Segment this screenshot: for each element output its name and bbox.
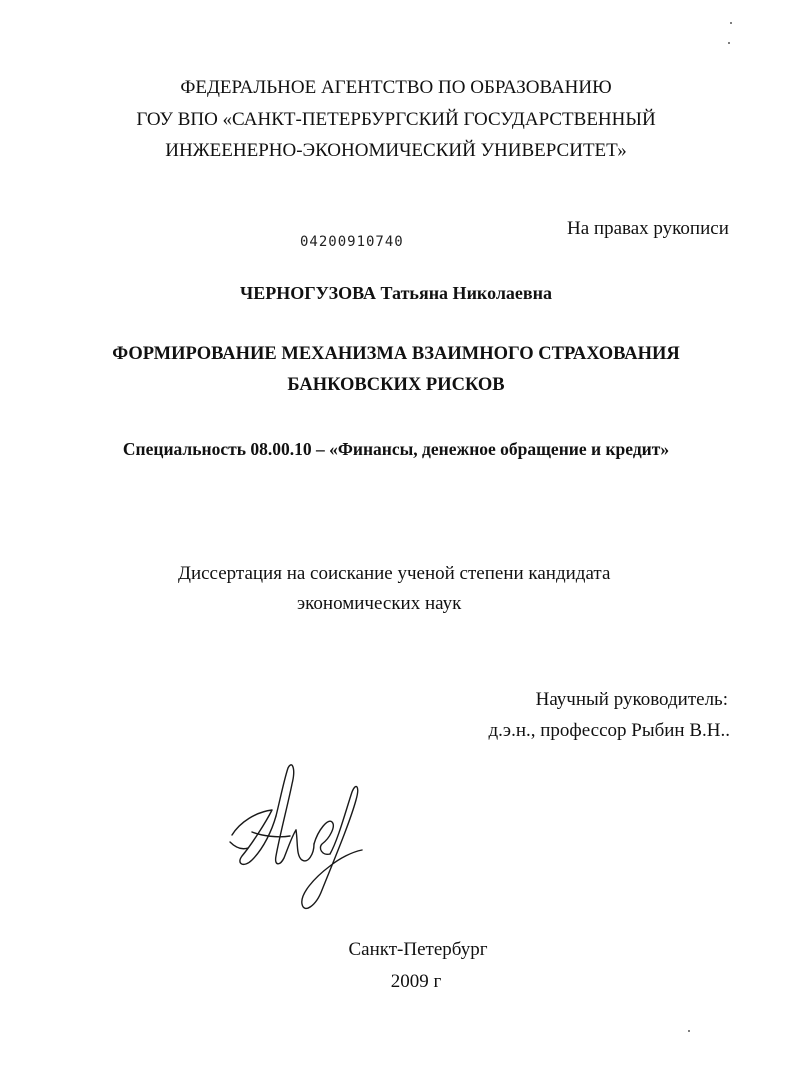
degree-line2: экономических наук	[297, 593, 462, 614]
year: 2009 г	[390, 971, 442, 992]
handwritten-signature	[222, 760, 372, 920]
author-surname: ЧЕРНОГУЗОВА	[239, 283, 376, 303]
author-given-names: Татьяна Николаевна	[380, 283, 553, 303]
university-name-line1: ГОУ ВПО «САНКТ-ПЕТЕРБУРГСКИЙ ГОСУДАРСТВЕННЫЙ	[136, 109, 656, 130]
city: Санкт-Петербург	[348, 939, 488, 960]
supervisor-name: д.э.н., профессор Рыбин В.Н..	[488, 720, 730, 741]
dissertation-title-line2: БАНКОВСКИХ РИСКОВ	[287, 375, 505, 395]
degree-line1: Диссертация на соискание ученой степени кандидата	[178, 563, 611, 584]
agency-name: ФЕДЕРАЛЬНОЕ АГЕНТСТВО ПО ОБРАЗОВАНИЮ	[180, 77, 612, 98]
manuscript-rights: На правах рукописи	[567, 218, 729, 239]
author-name	[0, 282, 792, 304]
registration-number: 04200910740	[300, 234, 404, 250]
supervisor-label: Научный руководитель:	[535, 689, 728, 710]
scan-speck	[728, 42, 730, 44]
scan-speck	[688, 1030, 690, 1032]
dissertation-title-line1: ФОРМИРОВАНИЕ МЕХАНИЗМА ВЗАИМНОГО СТРАХОВАНИЯ	[112, 344, 680, 364]
specialty: Специальность 08.00.10 – «Финансы, денежное обращение и кредит»	[122, 439, 670, 459]
university-name-line2: ИНЖЕЕНЕРНО-ЭКОНОМИЧЕСКИЙ УНИВЕРСИТЕТ»	[165, 140, 627, 161]
scan-speck	[730, 22, 732, 24]
